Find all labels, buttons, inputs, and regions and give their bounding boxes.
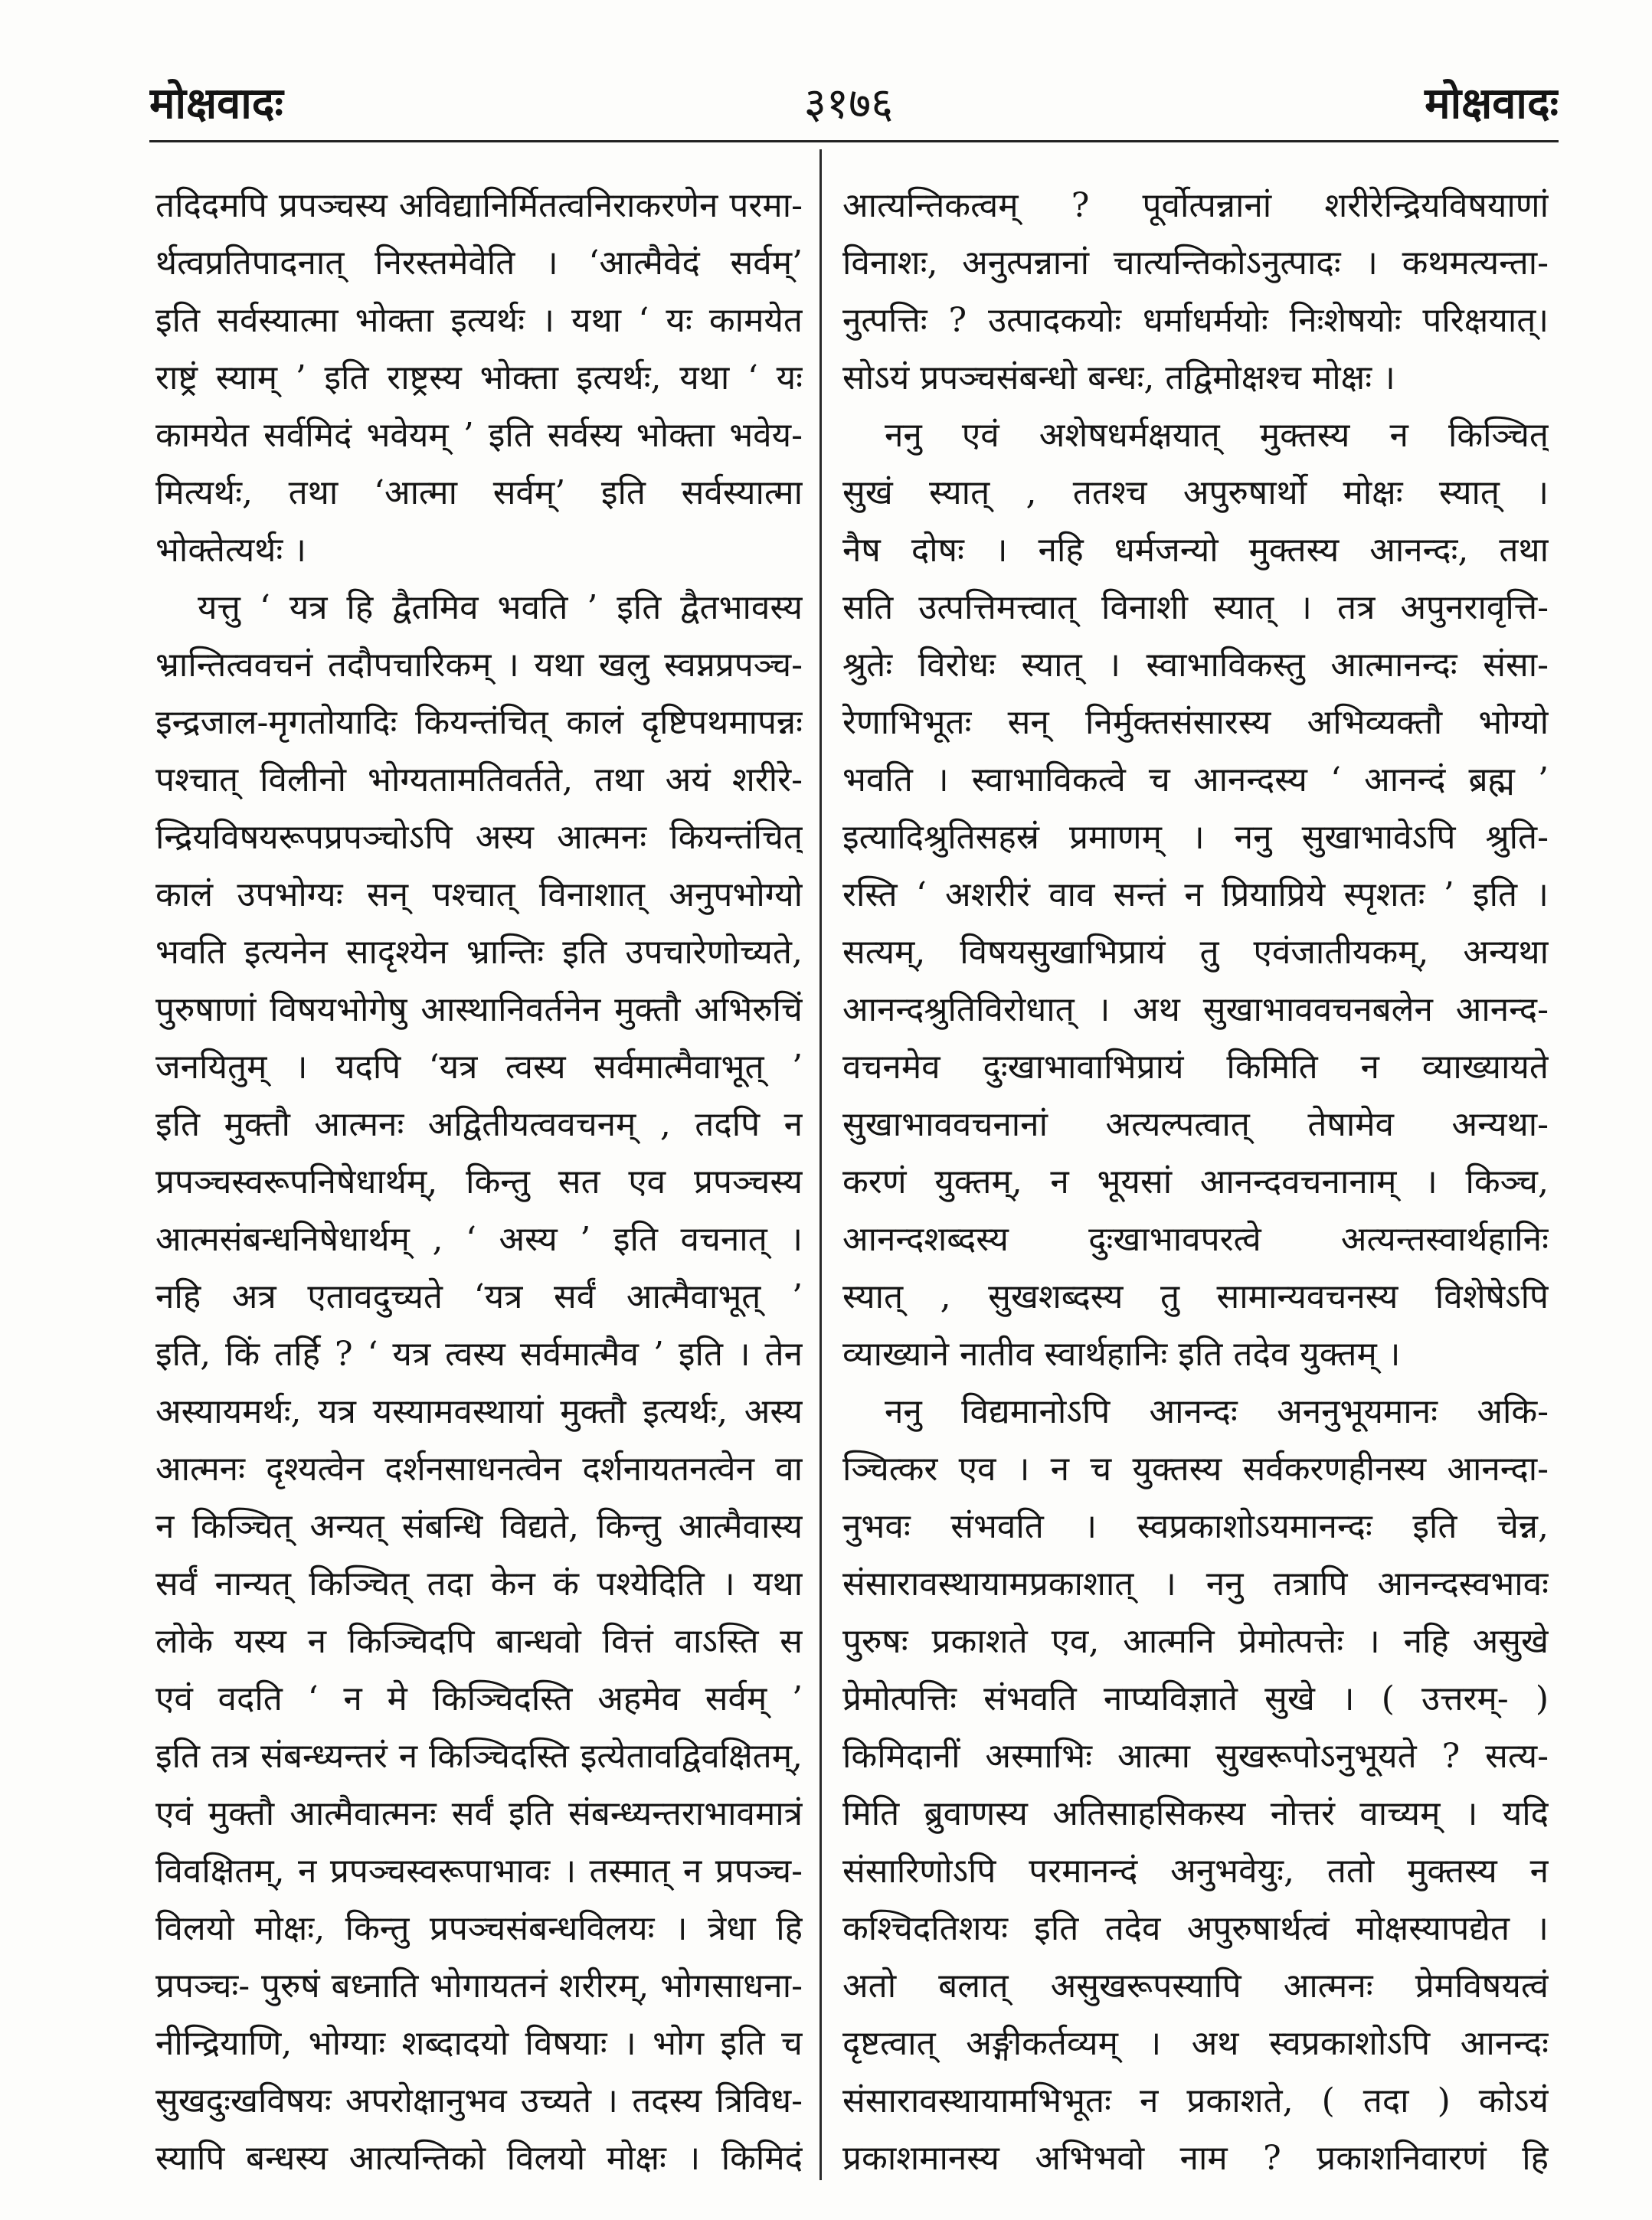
text-line: सोऽयं प्रपञ्चसंबन्धो बन्धः, तद्विमोक्षश्च मोक्षः । — [842, 358, 1395, 397]
text-line: अस्यायमर्थः, यत्र यस्यामवस्थायां मुक्तौ इत्यर्थः, अस्य — [155, 1392, 803, 1431]
text-line: वचनमेव दुःखाभावाभिप्रायं किमिति न व्याख्यायते — [842, 1048, 1549, 1087]
text-line: प्रपञ्चः- पुरुषं बध्नाति भोगायतनं शरीरम्, भोगसाधना- — [155, 1967, 803, 2006]
text-line: इति मुक्तौ आत्मनः अद्वितीयत्ववचनम् , तदपि न — [155, 1105, 803, 1144]
text-line: करणं युक्तम्, न भूयसां आनन्दवचनानाम् । किञ्च, — [842, 1162, 1549, 1202]
paragraph — [842, 1383, 1549, 2187]
text-line: न्द्रियविषयरूपप्रपञ्चोऽपि अस्य आत्मनः कियन्तंचित् — [155, 818, 803, 857]
text-line: मित्यर्थः, तथा ‘आत्मा सर्वम्’ इति सर्वस्यात्मा — [155, 473, 803, 512]
text-line: भवति । स्वाभाविकत्वे च आनन्दस्य ‘ आनन्दं ब्रह्म ’ — [842, 760, 1549, 799]
text-line: इत्यादिश्रुतिसहस्रं प्रमाणम् । ननु सुखाभावेऽपि श्रुति- — [842, 818, 1549, 857]
text-line: सत्यम्, विषयसुखाभिप्रायं तु एवंजातीयकम्, अन्यथा — [842, 933, 1549, 972]
text-line: प्रकाशमानस्य अभिभवो नाम ? प्रकाशनिवारणं हि — [842, 2139, 1549, 2178]
text-line: लोके यस्य न किञ्चिदपि बान्धवो वित्तं वाऽस्ति स — [155, 1622, 803, 1661]
text-line: मिति ब्रुवाणस्य अतिसाहसिकस्य नोत्तरं वाच्यम् । यदि — [842, 1794, 1549, 1833]
text-line: यत्तु ‘ यत्र हि द्वैतमिव भवति ’ इति द्वैतभावस्य — [198, 588, 803, 627]
text-line: सति उत्पत्तिमत्त्वात् विनाशी स्यात् । तत्र अपुनरावृत्ति- — [842, 588, 1549, 627]
text-line: एवं वदति ‘ न मे किञ्चिदस्ति अहमेव सर्वम् ’ — [155, 1679, 803, 1718]
text-line: सुखं स्यात् , ततश्च अपुरुषार्थो मोक्षः स्यात् । — [842, 473, 1549, 512]
text-line: रेणाभिभूतः सन् निर्मुक्तसंसारस्य अभिव्यक्तौ भोग्यो — [842, 703, 1549, 742]
text-line: भोक्तेत्यर्थः । — [155, 531, 306, 570]
text-line: भ्रान्तित्ववचनं तदौपचारिकम् । यथा खलु स्वप्नप्रपञ्च- — [155, 646, 803, 685]
text-line: नुत्पत्तिः ? उत्पादकयोः धर्माधर्मयोः निःशेषयोः परिक्षयात्। — [842, 301, 1549, 340]
paragraph — [842, 177, 1549, 407]
header-rule — [149, 140, 1559, 142]
text-line: किमिदानीं अस्माभिः आत्मा सुखरूपोऽनुभूयते ? सत्य- — [842, 1737, 1549, 1776]
right-column — [842, 177, 1549, 2187]
text-line: अतो बलात् असुखरूपस्यापि आत्मनः प्रेमविषयत्वं — [842, 1967, 1549, 2006]
paragraph — [155, 579, 803, 2187]
text-line: इति, किं तर्हि ? ‘ यत्र त्वस्य सर्वमात्मैव ’ इति । तेन — [155, 1335, 803, 1374]
text-line: ननु विद्यमानोऽपि आनन्दः अननुभूयमानः अकि- — [885, 1392, 1549, 1431]
text-line: श्रुतेः विरोधः स्यात् । स्वाभाविकस्तु आत्मानन्दः संसा- — [842, 646, 1549, 685]
paragraph — [155, 177, 803, 579]
text-line: नीन्द्रियाणि, भोग्याः शब्दादयो विषयाः । भोग इति च — [155, 2024, 803, 2063]
text-line: संसारावस्थायामभिभूतः न प्रकाशते, ( तदा ) कोऽयं — [842, 2081, 1549, 2120]
text-line: व्याख्याने नातीव स्वार्थहानिः इति तदेव युक्तम् । — [842, 1335, 1401, 1374]
text-line: प्रेमोत्पत्तिः संभवति नाप्यविज्ञाते सुखे । ( उत्तरम्- ) — [842, 1679, 1549, 1718]
text-line: आनन्दश्रुतिविरोधात् । अथ सुखाभाववचनबलेन आनन्द- — [842, 990, 1549, 1029]
text-line: रस्ति ‘ अशरीरं वाव सन्तं न प्रियाप्रिये स्पृशतः ’ इति । — [842, 875, 1549, 914]
text-line: सुखाभाववचनानां अत्यल्पत्वात् तेषामेव अन्यथा- — [842, 1105, 1549, 1144]
text-line: इन्द्रजाल-मृगतोयादिः कियन्तंचित् कालं दृष्टिपथमापन्नः — [155, 703, 803, 742]
running-head-left: मोक्षवादः — [149, 79, 283, 129]
text-line: दृष्टत्वात् अङ्गीकर्तव्यम् । अथ स्वप्रकाशोऽपि आनन्दः — [842, 2024, 1549, 2063]
text-line: जनयितुम् । यदपि ‘यत्र त्वस्य सर्वमात्मैवाभूत् ’ — [155, 1048, 803, 1087]
text-line: सुखदुःखविषयः अपरोक्षानुभव उच्यते । तदस्य त्रिविध- — [155, 2081, 803, 2120]
text-line: प्रपञ्चस्वरूपनिषेधार्थम्, किन्तु सत एव प्रपञ्चस्य — [155, 1162, 803, 1202]
text-line: आत्मसंबन्धनिषेधार्थम् , ‘ अस्य ’ इति वचनात् । — [155, 1220, 803, 1259]
text-line: पश्चात् विलीनो भोग्यतामतिवर्तते, तथा अयं शरीरे- — [155, 760, 803, 799]
text-line: ननु एवं अशेषधर्मक्षयात् मुक्तस्य न किञ्चित् — [885, 416, 1549, 455]
text-line: सर्वं नान्यत् किञ्चित् तदा केन कं पश्येदिति । यथा — [155, 1564, 803, 1604]
text-line: इति सर्वस्यात्मा भोक्ता इत्यर्थः । यथा ‘ यः कामयेत — [155, 301, 803, 340]
text-line: एवं मुक्तौ आत्मैवात्मनः सर्वं इति संबन्ध्यन्तराभावमात्रं — [155, 1794, 803, 1833]
text-line: इति तत्र संबन्ध्यन्तरं न किञ्चिदस्ति इत्येतावद्विवक्षितम्, — [155, 1737, 803, 1776]
text-line: कश्चिदतिशयः इति तदेव अपुरुषार्थत्वं मोक्षस्यापद्येत । — [842, 1909, 1549, 1948]
text-line: आत्मनः दृश्यत्वेन दर्शनसाधनत्वेन दर्शनायतनत्वेन वा — [155, 1450, 803, 1489]
text-line: स्यापि बन्धस्य आत्यन्तिको विलयो मोक्षः । किमिदं — [155, 2139, 803, 2178]
text-line: न किञ्चित् अन्यत् संबन्धि विद्यते, किन्तु आत्मैवास्य — [155, 1507, 803, 1546]
paragraph — [842, 407, 1549, 1383]
text-line: ञ्चित्कर एव । न च युक्तस्य सर्वकरणहीनस्य आनन्दा- — [842, 1450, 1549, 1489]
text-line: आत्यन्तिकत्वम् ? पूर्वोत्पन्नानां शरीरेन्द्रियविषयाणां — [842, 186, 1549, 225]
text-line: नैष दोषः । नहि धर्मजन्यो मुक्तस्य आनन्दः, तथा — [842, 531, 1549, 570]
page-number: ३१७६ — [803, 79, 894, 129]
text-line: संसारावस्थायामप्रकाशात् । ननु तत्रापि आनन्दस्वभावः — [842, 1564, 1549, 1604]
text-line: विवक्षितम्, न प्रपञ्चस्वरूपाभावः । तस्मात् न प्रपञ्च- — [155, 1852, 803, 1891]
text-line: नहि अत्र एतावदुच्यते ‘यत्र सर्वं आत्मैवाभूत् ’ — [155, 1277, 803, 1316]
text-line: कालं उपभोग्यः सन् पश्चात् विनाशात् अनुपभोग्यो — [155, 875, 803, 914]
text-line: राष्ट्रं स्याम् ’ इति राष्ट्रस्य भोक्ता इत्यर्थः, यथा ‘ यः — [155, 358, 803, 397]
text-line: स्यात् , सुखशब्दस्य तु सामान्यवचनस्य विशेषेऽपि — [842, 1277, 1549, 1316]
text-line: तदिदमपि प्रपञ्चस्य अविद्यानिर्मितत्वनिराकरणेन परमा- — [155, 186, 803, 225]
text-line: संसारिणोऽपि परमानन्दं अनुभवेयुः, ततो मुक्तस्य न — [842, 1852, 1549, 1891]
column-divider — [819, 149, 822, 2180]
text-line: पुरुषाणां विषयभोगेषु आस्थानिवर्तनेन मुक्तौ अभिरुचिं — [155, 990, 803, 1029]
text-line: विनाशः, अनुत्पन्नानां चात्यन्तिकोऽनुत्पादः । कथमत्यन्ता- — [842, 244, 1549, 283]
text-line: भवति इत्यनेन सादृश्येन भ्रान्तिः इति उपचारेणोच्यते, — [155, 933, 803, 972]
text-line: कामयेत सर्वमिदं भवेयम् ’ इति सर्वस्य भोक्ता भवेय- — [155, 416, 803, 455]
running-head-right: मोक्षवादः — [1425, 79, 1559, 129]
text-line: विलयो मोक्षः, किन्तु प्रपञ्चसंबन्धविलयः । त्रेधा हि — [155, 1909, 803, 1948]
text-line: नुभवः संभवति । स्वप्रकाशोऽयमानन्दः इति चेन्न, — [842, 1507, 1549, 1546]
text-line: पुरुषः प्रकाशते एव, आत्मनि प्रेमोत्पत्तेः । नहि असुखे — [842, 1622, 1549, 1661]
left-column — [155, 177, 803, 2187]
text-line: आनन्दशब्दस्य दुःखाभावपरत्वे अत्यन्तस्वार्थहानिः — [842, 1220, 1549, 1259]
text-line: र्थत्वप्रतिपादनात् निरस्तमेवेति । ‘आत्मैवेदं सर्वम्’ — [155, 244, 803, 283]
